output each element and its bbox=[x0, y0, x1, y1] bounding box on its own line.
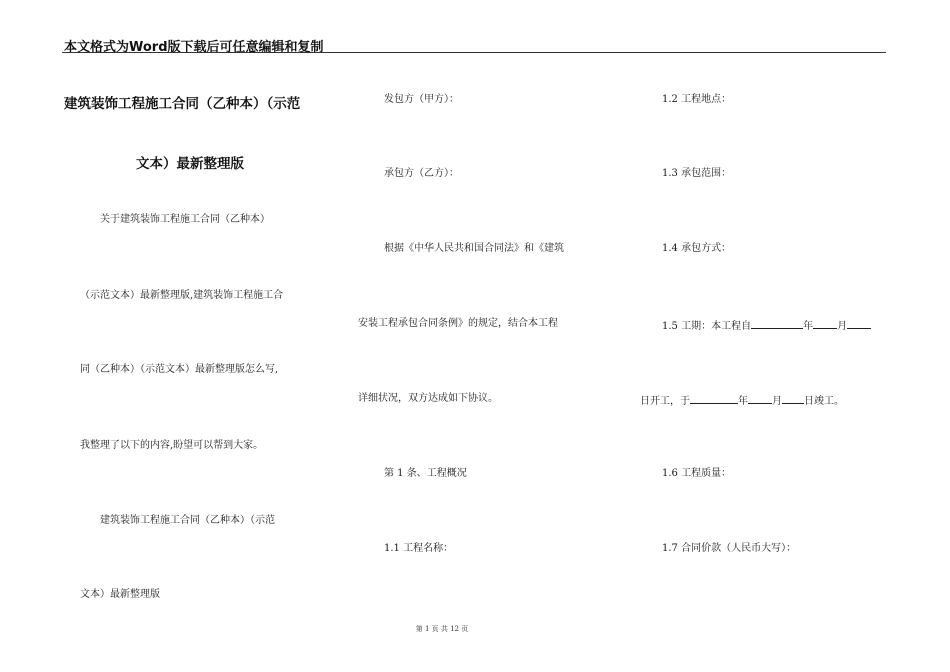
end-year-blank bbox=[690, 393, 738, 404]
end-suffix: 日竣工。 bbox=[804, 396, 844, 407]
end-month-blank bbox=[748, 393, 772, 404]
project-location-label: 1.2 工程地点： bbox=[662, 94, 732, 105]
start-suffix: 日开工，于 bbox=[640, 396, 690, 407]
intro-line-6: 文本）最新整理版 bbox=[80, 589, 160, 600]
month-label-2: 月 bbox=[772, 396, 782, 407]
project-quality-label: 1.6 工程质量： bbox=[662, 468, 732, 479]
project-name-label: 1.1 工程名称： bbox=[384, 543, 454, 554]
month-label: 月 bbox=[837, 321, 848, 332]
intro-line-5: 建筑装饰工程施工合同（乙种本）（示范 bbox=[100, 515, 275, 526]
doc-title-line2: 文本）最新整理版 bbox=[136, 156, 244, 172]
document-header: 本文格式为Word版下载后可任意编辑和复制 bbox=[64, 40, 324, 55]
party-b-label: 承包方（乙方）： bbox=[384, 168, 459, 179]
duration-prefix: 1.5 工期：本工程自 bbox=[662, 321, 752, 332]
contract-method-label: 1.4 承包方式： bbox=[662, 243, 732, 254]
page-number: 第 1 页 共 12 页 bbox=[415, 625, 469, 633]
end-day-blank bbox=[782, 393, 804, 404]
year-label: 年 bbox=[803, 321, 814, 332]
intro-line-1: 关于建筑装饰工程施工合同（乙种本） bbox=[100, 214, 270, 225]
doc-title-line1: 建筑装饰工程施工合同（乙种本）（示范 bbox=[64, 96, 301, 112]
duration-line-1 bbox=[662, 318, 871, 333]
basis-line-2: 安装工程承包合同条例》的规定，结合本工程 bbox=[358, 318, 558, 329]
start-month-blank bbox=[813, 318, 837, 329]
article-1-heading: 第 1 条、工程概况 bbox=[384, 468, 467, 479]
duration-line-2 bbox=[640, 393, 844, 408]
intro-line-4: 我整理了以下的内容,盼望可以帮到大家。 bbox=[80, 440, 264, 451]
intro-line-2: （示范文本）最新整理版,建筑装饰工程施工合 bbox=[80, 290, 284, 301]
start-year-blank bbox=[751, 318, 803, 329]
intro-line-3: 同（乙种本）（示范文本）最新整理版怎么写, bbox=[80, 364, 279, 375]
header-divider bbox=[62, 52, 886, 53]
contract-scope-label: 1.3 承包范围： bbox=[662, 168, 732, 179]
party-a-label: 发包方（甲方）： bbox=[384, 94, 459, 105]
year-label-2: 年 bbox=[738, 396, 748, 407]
start-day-blank bbox=[847, 318, 871, 329]
basis-line-3: 详细状况，双方达成如下协议。 bbox=[358, 393, 498, 404]
contract-price-label: 1.7 合同价款（人民币大写）： bbox=[662, 543, 797, 554]
basis-line-1: 根据《中华人民共和国合同法》和《建筑 bbox=[384, 243, 564, 254]
